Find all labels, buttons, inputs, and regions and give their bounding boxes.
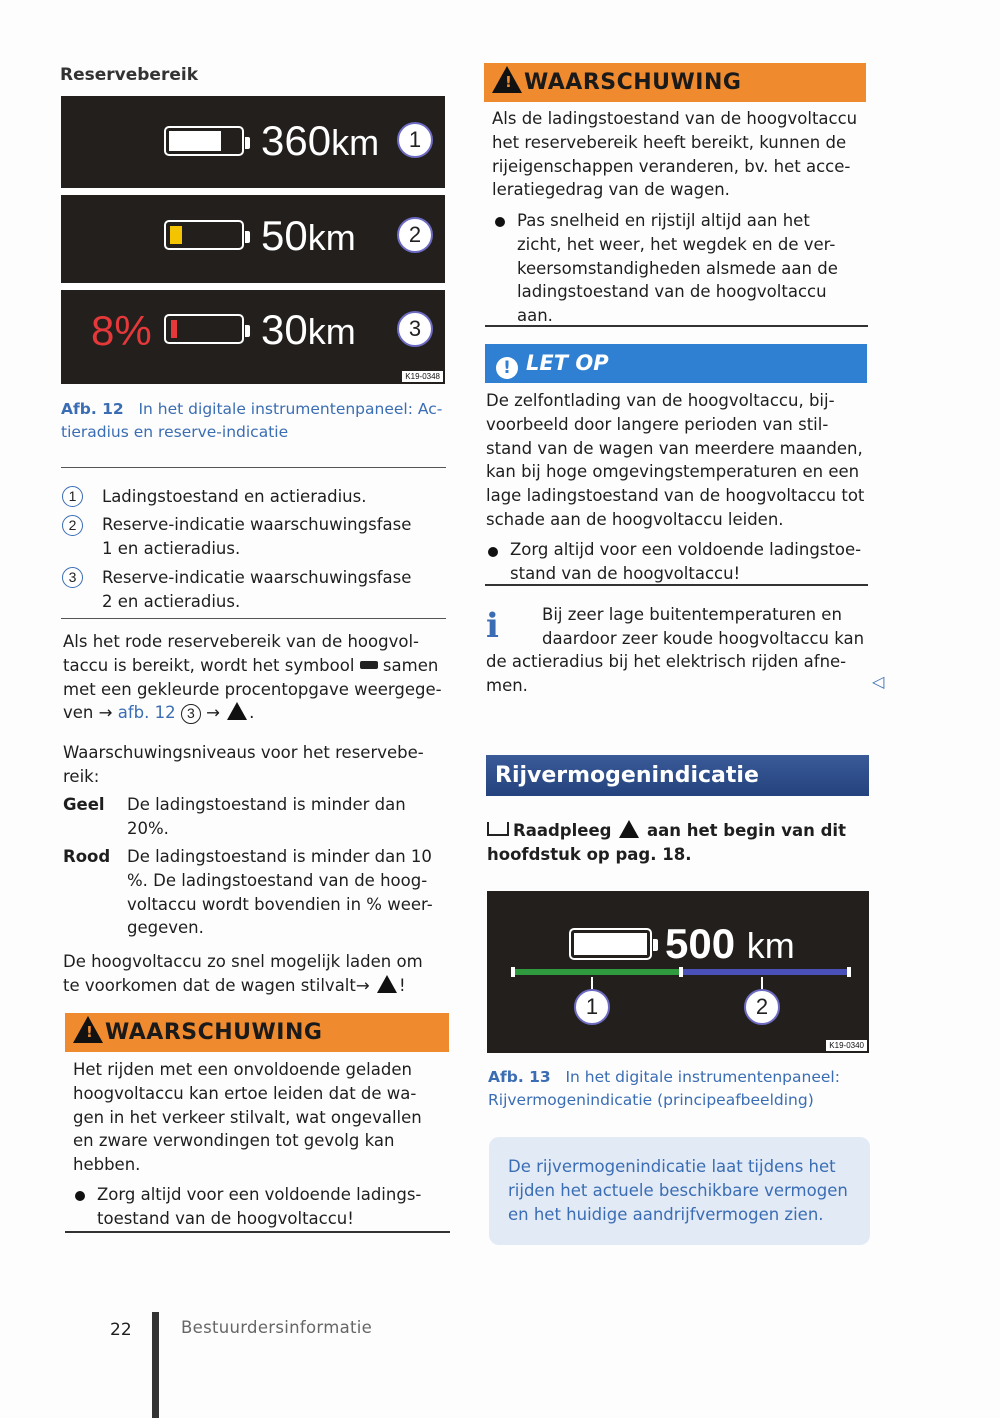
info-text: de actieradius bij het elektrisch rijden afne- men. (486, 652, 847, 695)
battery-icon (569, 928, 652, 960)
consult-note: Raadpleeg aan het begin van dit hoofdstuk op pag. 18. (487, 821, 846, 864)
footer-bar (152, 1312, 159, 1418)
callout-number: 2 (397, 217, 433, 253)
levels-intro: Waarschuwingsniveaus voor het reservebe- reik: (63, 743, 424, 786)
warning-triangle-icon (377, 975, 397, 993)
warning-triangle-icon (227, 702, 247, 720)
info-callout: De rijvermogenindicatie laat tijdens het rijden het actuele beschikbare vermogen en het huidige aandrijfvermogen zien. (489, 1137, 870, 1245)
callout-number: 1 (397, 122, 433, 158)
figure-code: K19-0348 (402, 371, 443, 382)
callout-number: 3 (397, 311, 433, 347)
legend-item: 3 Reserve-indicatie waarschuwingsfase 2 en actieradius. (62, 566, 452, 614)
figure-13 (487, 891, 869, 1053)
caption-text: In het digitale instrumentenpaneel: Ac- tieradius en reserve-indicatie (61, 400, 443, 441)
divider (61, 188, 445, 195)
drive-power-bar-available (515, 969, 679, 975)
level-desc: De ladingstoestand is minder dan 20%. (127, 795, 406, 838)
caption-label: Afb. 12 (61, 400, 124, 418)
callout-number: 2 (744, 989, 780, 1025)
footer-section: Bestuurdersinformatie (181, 1318, 373, 1337)
callout-number: 1 (574, 989, 610, 1025)
charge-paragraph: De hoogvoltaccu zo snel mogelijk laden om te voorkomen dat de wagen stilvalt→ ! (63, 952, 423, 995)
page-number: 22 (110, 1320, 132, 1340)
warning-triangle-icon (619, 820, 639, 838)
section-title: Rijvermogenindicatie (486, 755, 869, 796)
notice-text: De zelfontlading van de hoogvoltaccu, bij- voorbeeld door langere perioden van stil- stand van de wagen van meerdere maanden, kan bij hoge omgevingstemperaturen en een lage ladingstoestand van de hoogvoltaccu tot schade aan de hoogvoltaccu leiden. (486, 391, 865, 529)
legend-item: 2 Reserve-indicatie waarschuwingsfase 1 en actieradius. (62, 513, 452, 566)
figure-12 (61, 96, 445, 384)
battery-icon (164, 220, 244, 250)
range-value: 30km (261, 306, 356, 353)
battery-icon (164, 126, 244, 156)
book-icon (487, 822, 509, 836)
warning-text: Het rijden met een onvoldoende geladen hoogvoltaccu kan ertoe leiden dat de wa- gen in het verkeer stilvalt, wat ongevallen en zware verwondingen tot gevolg kan hebben. (73, 1060, 422, 1175)
level-term: Geel (63, 795, 105, 814)
warning-header: ! WAARSCHUWING (65, 1013, 449, 1052)
warning-bullet: Pas snelheid en rijstijl altijd aan het zicht, het weer, het wegdek en de ver- keersomstandigheden alsmede aan de ladingstoestand van de hoogvoltaccu aan. (517, 211, 838, 326)
range-value: 50km (261, 212, 356, 259)
continue-arrow-icon: ◁ (872, 672, 885, 691)
exclamation-icon: ! (496, 357, 518, 379)
battery-percent: 8% (91, 307, 152, 354)
range-value: 360km (261, 117, 380, 164)
section-heading: Reservebereik (60, 65, 199, 85)
figure-caption (61, 398, 451, 444)
reserve-paragraph: Als het rode reservebereik van de hoogvol- taccu is bereikt, wordt het symbool samen met een gekleurde procentopgave weergege- ven → afb. 12 3 → . (63, 632, 442, 723)
figure-code: K19-0340 (826, 1040, 867, 1051)
warning-text: Als de ladingstoestand van de hoogvoltaccu het reservebereik heeft bereikt, kunnen de rijeigenschappen veranderen, bv. het acce- leratiegedrag van de wagen. (492, 109, 858, 200)
info-icon: i (486, 606, 499, 646)
warning-bullet: Zorg altijd voor een voldoende ladings- toestand van de hoogvoltaccu! (97, 1185, 422, 1228)
level-term: Rood (63, 847, 111, 866)
info-text: Bij zeer lage buitentemperaturen en daardoor zeer koude hoogvoltaccu kan (542, 605, 865, 648)
figure-caption: Afb. 13 In het digitale instrumentenpaneel: Rijvermogenindicatie (principeafbeelding) (488, 1068, 840, 1109)
battery-symbol-icon (360, 661, 378, 669)
notice-bullet: Zorg altijd voor een voldoende ladingstoe- stand van de hoogvoltaccu! (510, 540, 862, 583)
legend-list (62, 485, 452, 614)
level-desc: De ladingstoestand is minder dan 10 %. De ladingstoestand van de hoog- voltaccu wordt bovendien in % weer- gegeven. (127, 847, 433, 938)
drive-power-bar-current (683, 969, 847, 975)
warning-header: ! WAARSCHUWING (484, 63, 866, 102)
notice-header: ! LET OP (485, 344, 867, 383)
battery-icon (164, 314, 244, 344)
range-value: 500 km (665, 920, 795, 967)
figure-link[interactable]: afb. 12 (117, 703, 176, 723)
legend-item: 1 Ladingstoestand en actieradius. (62, 485, 452, 513)
divider (61, 283, 445, 290)
